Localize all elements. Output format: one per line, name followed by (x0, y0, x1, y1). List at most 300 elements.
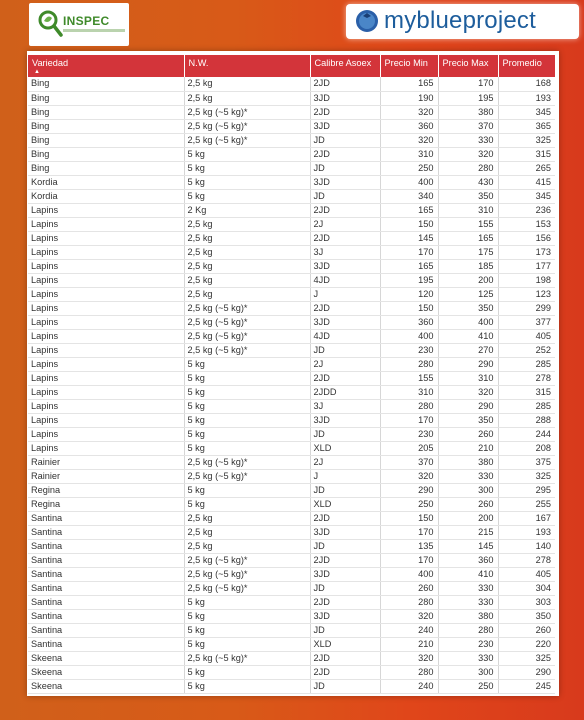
cell-calibre: 2JD (310, 511, 380, 525)
table-row (28, 469, 555, 483)
cell-calibre: 2JD (310, 147, 380, 161)
table-row (28, 287, 555, 301)
cell-promedio: 278 (498, 553, 555, 567)
cell-promedio: 325 (498, 651, 555, 665)
cell-variedad: Lapins (28, 413, 184, 427)
cell-promedio: 168 (498, 77, 555, 91)
table-row (28, 441, 555, 455)
cell-variedad: Rainier (28, 455, 184, 469)
cell-calibre: JD (310, 189, 380, 203)
cell-nw: 2,5 kg (~5 kg)* (184, 553, 310, 567)
cell-precio-min: 240 (380, 679, 438, 693)
cell-promedio: 304 (498, 581, 555, 595)
table-row (28, 189, 555, 203)
cell-precio-max: 200 (438, 511, 498, 525)
cell-variedad: Skeena (28, 665, 184, 679)
cell-variedad: Lapins (28, 357, 184, 371)
cell-variedad: Bing (28, 105, 184, 119)
cell-calibre: JD (310, 427, 380, 441)
cell-variedad: Lapins (28, 273, 184, 287)
cell-promedio: 173 (498, 245, 555, 259)
cell-calibre: 2JD (310, 231, 380, 245)
cell-promedio: 405 (498, 329, 555, 343)
cell-precio-min: 170 (380, 525, 438, 539)
table-row (28, 343, 555, 357)
cell-precio-max: 145 (438, 539, 498, 553)
cell-precio-min: 320 (380, 133, 438, 147)
cell-precio-min: 320 (380, 651, 438, 665)
cell-promedio: 345 (498, 189, 555, 203)
cell-precio-max: 195 (438, 91, 498, 105)
cell-calibre: XLD (310, 497, 380, 511)
cell-precio-max: 300 (438, 665, 498, 679)
cell-variedad: Santina (28, 637, 184, 651)
cell-calibre: 4JD (310, 273, 380, 287)
cell-precio-max: 210 (438, 441, 498, 455)
cell-precio-max: 410 (438, 567, 498, 581)
cell-precio-max: 250 (438, 679, 498, 693)
cell-precio-min: 230 (380, 427, 438, 441)
cell-precio-min: 240 (380, 623, 438, 637)
table-row (28, 315, 555, 329)
cell-precio-min: 170 (380, 413, 438, 427)
cell-nw: 2,5 kg (~5 kg)* (184, 455, 310, 469)
cell-nw: 2,5 kg (~5 kg)* (184, 315, 310, 329)
blueberry-icon (354, 8, 380, 34)
cell-promedio: 285 (498, 399, 555, 413)
cell-promedio: 285 (498, 357, 555, 371)
cell-precio-max: 215 (438, 525, 498, 539)
cell-precio-min: 260 (380, 581, 438, 595)
cell-calibre: J (310, 287, 380, 301)
cell-precio-min: 310 (380, 147, 438, 161)
cell-promedio: 198 (498, 273, 555, 287)
cell-variedad: Bing (28, 91, 184, 105)
table-row (28, 133, 555, 147)
cell-promedio: 350 (498, 609, 555, 623)
table-row (28, 217, 555, 231)
table-row (28, 665, 555, 679)
table-row (28, 231, 555, 245)
column-header-calibre[interactable]: Calibre Asoex (310, 55, 380, 77)
cell-precio-min: 280 (380, 665, 438, 679)
cell-precio-max: 290 (438, 357, 498, 371)
cell-calibre: JD (310, 539, 380, 553)
cell-promedio: 375 (498, 455, 555, 469)
cell-precio-max: 280 (438, 623, 498, 637)
cell-promedio: 299 (498, 301, 555, 315)
cell-nw: 2,5 kg (~5 kg)* (184, 651, 310, 665)
cell-variedad: Santina (28, 595, 184, 609)
cell-variedad: Lapins (28, 371, 184, 385)
cell-nw: 5 kg (184, 161, 310, 175)
table-row (28, 273, 555, 287)
cell-precio-max: 330 (438, 469, 498, 483)
cell-precio-max: 350 (438, 189, 498, 203)
column-header-precio-max[interactable]: Precio Max (438, 55, 498, 77)
price-table (28, 55, 555, 694)
cell-variedad: Skeena (28, 679, 184, 693)
cell-promedio: 252 (498, 343, 555, 357)
table-row (28, 679, 555, 693)
cell-precio-max: 260 (438, 497, 498, 511)
cell-variedad: Lapins (28, 441, 184, 455)
table-row (28, 609, 555, 623)
table-row (28, 651, 555, 665)
myblueproject-logo (346, 4, 579, 39)
cell-calibre: 2JD (310, 665, 380, 679)
cell-variedad: Lapins (28, 427, 184, 441)
cell-nw: 2,5 kg (~5 kg)* (184, 301, 310, 315)
cell-variedad: Lapins (28, 315, 184, 329)
cell-promedio: 415 (498, 175, 555, 189)
cell-calibre: 3J (310, 399, 380, 413)
cell-variedad: Rainier (28, 469, 184, 483)
table-header-row (28, 55, 555, 77)
cell-precio-min: 150 (380, 217, 438, 231)
cell-nw: 2 Kg (184, 203, 310, 217)
cell-precio-min: 170 (380, 553, 438, 567)
sort-ascending-icon: ▲ (34, 69, 40, 75)
cell-calibre: 3JD (310, 525, 380, 539)
cell-promedio: 377 (498, 315, 555, 329)
table-row (28, 581, 555, 595)
cell-precio-min: 370 (380, 455, 438, 469)
cell-precio-max: 260 (438, 427, 498, 441)
cell-nw: 2,5 kg (~5 kg)* (184, 119, 310, 133)
cell-variedad: Lapins (28, 231, 184, 245)
cell-nw: 2,5 kg (184, 77, 310, 91)
cell-precio-min: 400 (380, 567, 438, 581)
cell-variedad: Santina (28, 553, 184, 567)
table-row (28, 637, 555, 651)
cell-precio-max: 380 (438, 609, 498, 623)
table-row (28, 623, 555, 637)
cell-precio-max: 170 (438, 77, 498, 91)
column-header-precio-min[interactable]: Precio Min (380, 55, 438, 77)
cell-variedad: Lapins (28, 343, 184, 357)
cell-variedad: Lapins (28, 385, 184, 399)
cell-nw: 5 kg (184, 427, 310, 441)
cell-variedad: Skeena (28, 651, 184, 665)
cell-variedad: Santina (28, 609, 184, 623)
table-row (28, 413, 555, 427)
cell-nw: 5 kg (184, 679, 310, 693)
cell-variedad: Lapins (28, 399, 184, 413)
cell-promedio: 220 (498, 637, 555, 651)
cell-calibre: J (310, 469, 380, 483)
cell-promedio: 325 (498, 469, 555, 483)
cell-calibre: 2J (310, 455, 380, 469)
cell-variedad: Lapins (28, 217, 184, 231)
cell-nw: 5 kg (184, 665, 310, 679)
cell-precio-max: 410 (438, 329, 498, 343)
cell-promedio: 140 (498, 539, 555, 553)
cell-nw: 2,5 kg (184, 217, 310, 231)
cell-precio-max: 330 (438, 595, 498, 609)
inspec-logo (29, 3, 129, 46)
table-row (28, 77, 555, 91)
cell-calibre: 2JD (310, 301, 380, 315)
cell-precio-max: 185 (438, 259, 498, 273)
cell-promedio: 365 (498, 119, 555, 133)
cell-calibre: XLD (310, 441, 380, 455)
table-row (28, 539, 555, 553)
cell-promedio: 315 (498, 147, 555, 161)
cell-precio-max: 155 (438, 217, 498, 231)
cell-calibre: 3JD (310, 259, 380, 273)
cell-nw: 2,5 kg (~5 kg)* (184, 133, 310, 147)
cell-variedad: Santina (28, 511, 184, 525)
cell-calibre: 3JD (310, 567, 380, 581)
cell-nw: 2,5 kg (184, 287, 310, 301)
cell-variedad: Santina (28, 539, 184, 553)
table-row (28, 329, 555, 343)
cell-precio-max: 310 (438, 371, 498, 385)
table-row (28, 91, 555, 105)
table-row (28, 553, 555, 567)
cell-precio-min: 400 (380, 329, 438, 343)
cell-calibre: 2JD (310, 651, 380, 665)
cell-calibre: 2J (310, 357, 380, 371)
cell-promedio: 405 (498, 567, 555, 581)
table-row (28, 595, 555, 609)
cell-variedad: Bing (28, 77, 184, 91)
cell-promedio: 167 (498, 511, 555, 525)
cell-calibre: 3JD (310, 609, 380, 623)
cell-promedio: 290 (498, 665, 555, 679)
cell-variedad: Bing (28, 133, 184, 147)
cell-nw: 5 kg (184, 189, 310, 203)
cell-promedio: 153 (498, 217, 555, 231)
cell-nw: 5 kg (184, 595, 310, 609)
cell-precio-min: 340 (380, 189, 438, 203)
cell-precio-max: 230 (438, 637, 498, 651)
cell-precio-max: 125 (438, 287, 498, 301)
cell-precio-max: 380 (438, 455, 498, 469)
cell-precio-min: 120 (380, 287, 438, 301)
price-table-panel (27, 51, 559, 696)
table-row (28, 371, 555, 385)
cell-variedad: Santina (28, 581, 184, 595)
cell-promedio: 245 (498, 679, 555, 693)
cell-nw: 2,5 kg (184, 511, 310, 525)
cell-precio-min: 205 (380, 441, 438, 455)
cell-calibre: JD (310, 623, 380, 637)
cell-nw: 5 kg (184, 441, 310, 455)
cell-precio-max: 165 (438, 231, 498, 245)
table-row (28, 427, 555, 441)
cell-nw: 2,5 kg (~5 kg)* (184, 343, 310, 357)
cell-nw: 5 kg (184, 623, 310, 637)
cell-precio-max: 200 (438, 273, 498, 287)
cell-variedad: Lapins (28, 259, 184, 273)
myblueproject-logo-text: myblueproject (384, 7, 537, 34)
cell-promedio: 315 (498, 385, 555, 399)
cell-precio-max: 280 (438, 161, 498, 175)
cell-precio-max: 350 (438, 301, 498, 315)
magnifier-leaf-icon (37, 9, 63, 39)
table-row (28, 525, 555, 539)
cell-calibre: 3J (310, 245, 380, 259)
cell-nw: 2,5 kg (184, 91, 310, 105)
cell-calibre: JD (310, 133, 380, 147)
cell-precio-min: 230 (380, 343, 438, 357)
table-row (28, 301, 555, 315)
cell-variedad: Santina (28, 623, 184, 637)
inspec-logo-text: INSPEC (63, 14, 110, 28)
cell-calibre: JD (310, 483, 380, 497)
cell-promedio: 193 (498, 91, 555, 105)
cell-calibre: JD (310, 161, 380, 175)
cell-precio-min: 170 (380, 245, 438, 259)
cell-precio-min: 250 (380, 497, 438, 511)
cell-nw: 5 kg (184, 385, 310, 399)
cell-nw: 5 kg (184, 175, 310, 189)
cell-precio-min: 280 (380, 595, 438, 609)
cell-nw: 2,5 kg (184, 539, 310, 553)
cell-promedio: 255 (498, 497, 555, 511)
cell-nw: 5 kg (184, 609, 310, 623)
cell-precio-min: 150 (380, 301, 438, 315)
cell-precio-min: 400 (380, 175, 438, 189)
table-row (28, 399, 555, 413)
cell-nw: 5 kg (184, 483, 310, 497)
table-body (28, 77, 555, 693)
column-header-promedio[interactable]: Promedio (498, 55, 555, 77)
cell-calibre: 3JD (310, 413, 380, 427)
cell-promedio: 177 (498, 259, 555, 273)
cell-promedio: 236 (498, 203, 555, 217)
cell-variedad: Lapins (28, 245, 184, 259)
cell-precio-min: 320 (380, 105, 438, 119)
cell-variedad: Lapins (28, 329, 184, 343)
cell-calibre: 2JD (310, 553, 380, 567)
table-row (28, 497, 555, 511)
cell-precio-max: 430 (438, 175, 498, 189)
cell-promedio: 345 (498, 105, 555, 119)
cell-precio-max: 175 (438, 245, 498, 259)
cell-nw: 5 kg (184, 637, 310, 651)
cell-precio-min: 290 (380, 483, 438, 497)
cell-calibre: XLD (310, 637, 380, 651)
table-row (28, 357, 555, 371)
cell-nw: 2,5 kg (184, 273, 310, 287)
cell-calibre: 3JD (310, 315, 380, 329)
cell-precio-max: 360 (438, 553, 498, 567)
cell-precio-min: 320 (380, 469, 438, 483)
cell-nw: 5 kg (184, 399, 310, 413)
cell-precio-max: 370 (438, 119, 498, 133)
cell-precio-min: 280 (380, 357, 438, 371)
cell-precio-max: 350 (438, 413, 498, 427)
cell-nw: 2,5 kg (184, 245, 310, 259)
cell-calibre: 2J (310, 217, 380, 231)
table-row (28, 203, 555, 217)
cell-promedio: 278 (498, 371, 555, 385)
cell-precio-min: 165 (380, 77, 438, 91)
cell-nw: 2,5 kg (~5 kg)* (184, 469, 310, 483)
cell-precio-max: 290 (438, 399, 498, 413)
cell-precio-min: 145 (380, 231, 438, 245)
cell-nw: 2,5 kg (184, 231, 310, 245)
cell-variedad: Kordia (28, 189, 184, 203)
cell-calibre: 3JD (310, 119, 380, 133)
cell-variedad: Bing (28, 161, 184, 175)
column-header-variedad[interactable] (28, 55, 184, 77)
cell-precio-max: 270 (438, 343, 498, 357)
cell-variedad: Santina (28, 525, 184, 539)
cell-precio-min: 360 (380, 315, 438, 329)
cell-promedio: 265 (498, 161, 555, 175)
cell-precio-max: 320 (438, 385, 498, 399)
cell-nw: 2,5 kg (~5 kg)* (184, 105, 310, 119)
cell-calibre: 3JD (310, 91, 380, 105)
cell-precio-min: 280 (380, 399, 438, 413)
cell-nw: 2,5 kg (184, 525, 310, 539)
cell-promedio: 295 (498, 483, 555, 497)
cell-calibre: JD (310, 581, 380, 595)
cell-calibre: 2JD (310, 371, 380, 385)
cell-variedad: Regina (28, 483, 184, 497)
cell-precio-min: 190 (380, 91, 438, 105)
table-row (28, 567, 555, 581)
cell-promedio: 123 (498, 287, 555, 301)
table-row (28, 259, 555, 273)
cell-nw: 5 kg (184, 357, 310, 371)
cell-calibre: JD (310, 679, 380, 693)
cell-calibre: 2JDD (310, 385, 380, 399)
cell-promedio: 156 (498, 231, 555, 245)
cell-precio-min: 155 (380, 371, 438, 385)
cell-precio-max: 320 (438, 147, 498, 161)
cell-precio-min: 360 (380, 119, 438, 133)
cell-precio-max: 330 (438, 651, 498, 665)
cell-nw: 5 kg (184, 371, 310, 385)
cell-precio-min: 165 (380, 259, 438, 273)
cell-calibre: 3JD (310, 175, 380, 189)
table-row (28, 119, 555, 133)
cell-promedio: 244 (498, 427, 555, 441)
cell-promedio: 208 (498, 441, 555, 455)
cell-calibre: 4JD (310, 329, 380, 343)
table-row (28, 105, 555, 119)
cell-precio-max: 330 (438, 133, 498, 147)
cell-variedad: Regina (28, 497, 184, 511)
cell-promedio: 260 (498, 623, 555, 637)
cell-promedio: 193 (498, 525, 555, 539)
table-row (28, 511, 555, 525)
cell-promedio: 288 (498, 413, 555, 427)
cell-precio-min: 320 (380, 609, 438, 623)
cell-variedad: Lapins (28, 203, 184, 217)
cell-nw: 5 kg (184, 497, 310, 511)
cell-precio-max: 400 (438, 315, 498, 329)
table-row (28, 455, 555, 469)
cell-variedad: Bing (28, 147, 184, 161)
cell-precio-min: 195 (380, 273, 438, 287)
column-header-nw[interactable]: N.W. (184, 55, 310, 77)
cell-variedad: Kordia (28, 175, 184, 189)
cell-precio-max: 310 (438, 203, 498, 217)
cell-nw: 2,5 kg (~5 kg)* (184, 581, 310, 595)
cell-nw: 2,5 kg (~5 kg)* (184, 567, 310, 581)
cell-calibre: JD (310, 343, 380, 357)
cell-variedad: Santina (28, 567, 184, 581)
cell-calibre: 2JD (310, 105, 380, 119)
cell-precio-min: 135 (380, 539, 438, 553)
cell-calibre: 2JD (310, 77, 380, 91)
